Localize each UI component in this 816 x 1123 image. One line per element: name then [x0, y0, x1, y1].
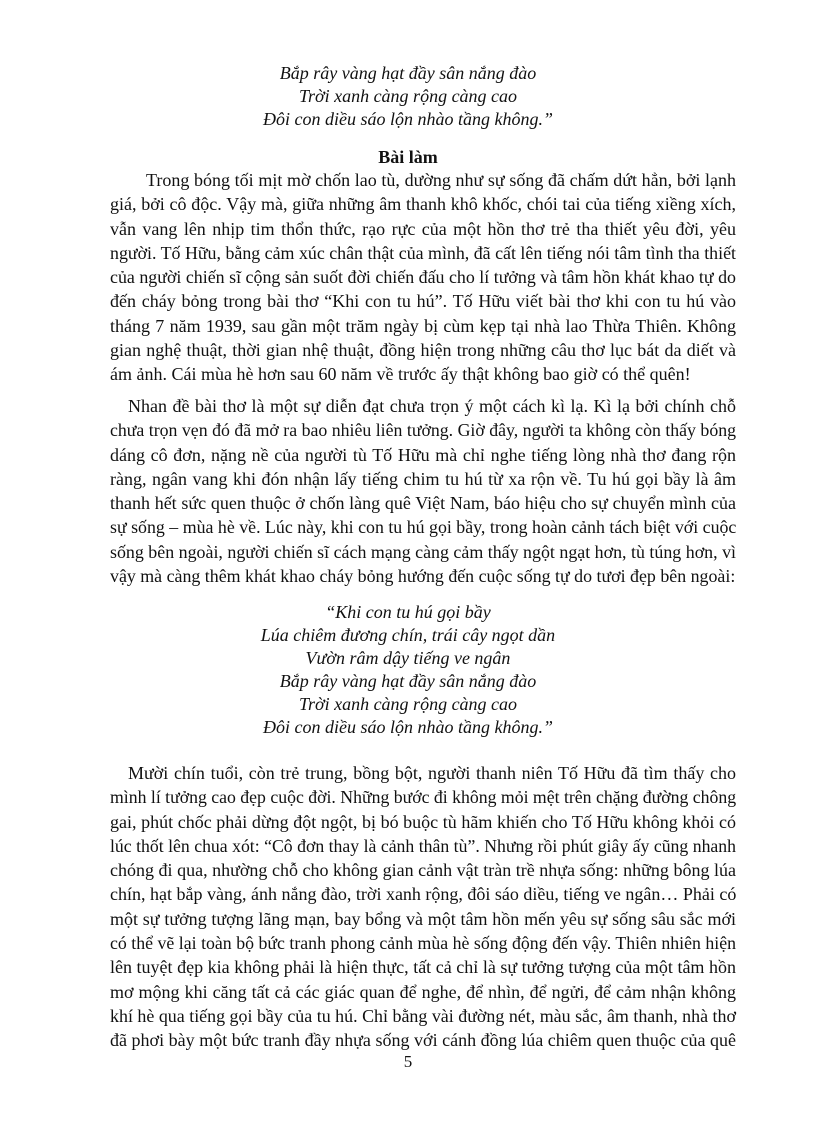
- text-line: đã phơi bày một bức tranh đầy nhựa sống với cánh đồng lúa chiêm quen thuộc của quê: [110, 1030, 736, 1051]
- text-line: đến cháy bỏng trong bài thơ “Khi con tu hú”. Tố Hữu viết bài thơ khi con tu hú vào: [110, 291, 736, 312]
- text-line: gai, phút chốc phải dừng đột ngột, bị bó buộc tù hãm khiến cho Tố Hữu không khỏi có: [110, 811, 736, 832]
- poem-line: “Khi con tu hú gọi bầy: [325, 602, 491, 622]
- poem-line: Trời xanh càng rộng càng cao: [298, 694, 518, 714]
- text-line: người. Tố Hữu, bằng cảm xúc chân thật của mình, đã cất lên tiếng nói tâm tình tha thiết: [110, 242, 736, 263]
- poem-excerpt-middle: [0, 601, 816, 739]
- poem-line: Bắp rây vàng hạt đầy sân nắng đào: [279, 671, 537, 691]
- paragraph-3: [110, 761, 736, 1053]
- text-line: sống bên ngoài, người chiến sĩ cách mạng càng cảm thấy ngột ngạt hơn, tù túng hơn, vì: [110, 541, 736, 562]
- text-line: ràng, ngân vang khi đón nhận lấy tiếng chim tu hú từ xa rộn về. Tu hú gọi bầy là âm: [110, 468, 736, 489]
- text-line: Nhan đề bài thơ là một sự diễn đạt chưa trọn ý một cách kì lạ. Kì lạ bởi chính chỗ: [128, 396, 736, 416]
- text-line: thanh hết sức quen thuộc ở chốn làng quê Việt Nam, báo hiệu cho sự chuyển mình của: [110, 493, 736, 514]
- text-line: một sự tưởng tượng lãng mạn, bay bổng và một tâm hồn mến yêu sự sống sâu sắc mới: [110, 908, 736, 929]
- page-number: 5: [403, 1052, 413, 1071]
- poem-line: Bắp rây vàng hạt đầy sân nắng đào: [279, 63, 537, 83]
- poem-line: Đôi con diều sáo lộn nhào tầng không.”: [263, 717, 553, 737]
- text-line: có thể vẽ lại toàn bộ bức tranh phong cảnh mùa hè sống động đến vậy. Thiên nhiên hiện: [110, 933, 736, 954]
- paragraph-1: [110, 168, 736, 387]
- text-line: mơ mộng khi căng tất cả các giác quan để nghe, để nhìn, để ngửi, để cảm nhận không: [110, 981, 736, 1002]
- poem-line: Vườn râm dậy tiếng ve ngân: [305, 648, 511, 668]
- text-line: mình lí tưởng cao đẹp cuộc đời. Những bước đi không mỏi mệt trên chặng đường chông: [110, 787, 737, 808]
- text-line: của người chiến sĩ cộng sản suốt đời chiến đấu cho lí tưởng và tâm hồn khát khao tự do: [110, 267, 736, 288]
- text-line: Trong bóng tối mịt mờ chốn lao tù, dường như sự sống đã chấm dứt hẳn, bởi lạnh: [146, 170, 736, 190]
- text-line: khí hè qua tiếng gọi bầy của tu hú. Chỉ bằng vài đường nét, màu sắc, âm thanh, nhà thơ: [110, 1005, 736, 1026]
- text-line: lúc thốt lên chua xót: “Cô đơn thay là cảnh thân tù”. Nhưng rồi phút giây ấy cũng nhanh: [110, 835, 736, 856]
- text-line: chưa trọn vẹn đó đã mở ra bao nhiêu liên tưởng. Giờ đây, người ta không còn thấy bóng: [110, 420, 736, 441]
- text-line: ám ảnh. Cái mùa hè hơn sau 60 năm về trước ấy thật không bao giờ có thể quên!: [110, 364, 691, 385]
- text-line: giá, bởi cô độc. Vậy mà, giữa những âm thanh khô khốc, chói tai của tiếng xiềng xích,: [110, 194, 736, 215]
- paragraph-2: [110, 394, 736, 588]
- text-line: Mười chín tuổi, còn trẻ trung, bồng bột, người thanh niên Tố Hữu đã tìm thấy cho: [128, 763, 736, 783]
- text-line: chín, hạt bắp vàng, ánh nắng đào, trời xanh rộng, đôi sáo diều, tiếng ve ngân… Phải có: [110, 884, 737, 905]
- text-line: dáng cô đơn, nặng nề của người tù Tố Hữu mà chỉ nghe tiếng lòng nhà thơ đang rộn: [110, 444, 736, 465]
- text-line: gian nghệ thuật, thời gian nhệ thuật, đồng hiện trong những câu thơ lục bát da diết và: [110, 340, 736, 361]
- poem-line: Trời xanh càng rộng càng cao: [298, 86, 518, 106]
- poem-line: Lúa chiêm đương chín, trái cây ngọt dần: [260, 625, 556, 645]
- text-line: vẫn vang lên nhịp tim thổn thức, rạo rực của một hồn thơ trẻ tha thiết yêu đời, yêu: [110, 218, 736, 239]
- text-line: vậy mà càng thêm khát khao cháy bỏng hướng đến cuộc sống tự do tươi đẹp bên ngoài:: [110, 566, 736, 587]
- poem-line: Đôi con diều sáo lộn nhào tầng không.”: [263, 109, 553, 129]
- section-heading: Bài làm: [378, 147, 438, 167]
- text-line: chóng đi qua, nhường chỗ cho không gian cảnh vật tràn trề nhựa sống: những bông lúa: [110, 860, 736, 881]
- text-line: sự sống – mùa hè về. Lúc này, khi con tu hú gọi bầy, trong hoàn cảnh tách biệt với cuộc: [110, 517, 737, 538]
- text-line: tháng 7 năm 1939, sau gần một trăm ngày bị cùm kẹp tại nhà lao Thừa Thiên. Không: [110, 315, 736, 336]
- poem-excerpt-top: [0, 62, 816, 131]
- text-line: lên tuyệt đẹp kia không phải là hiện thực, tất cả chỉ là sự tưởng tượng của một tâm hồn: [110, 957, 736, 978]
